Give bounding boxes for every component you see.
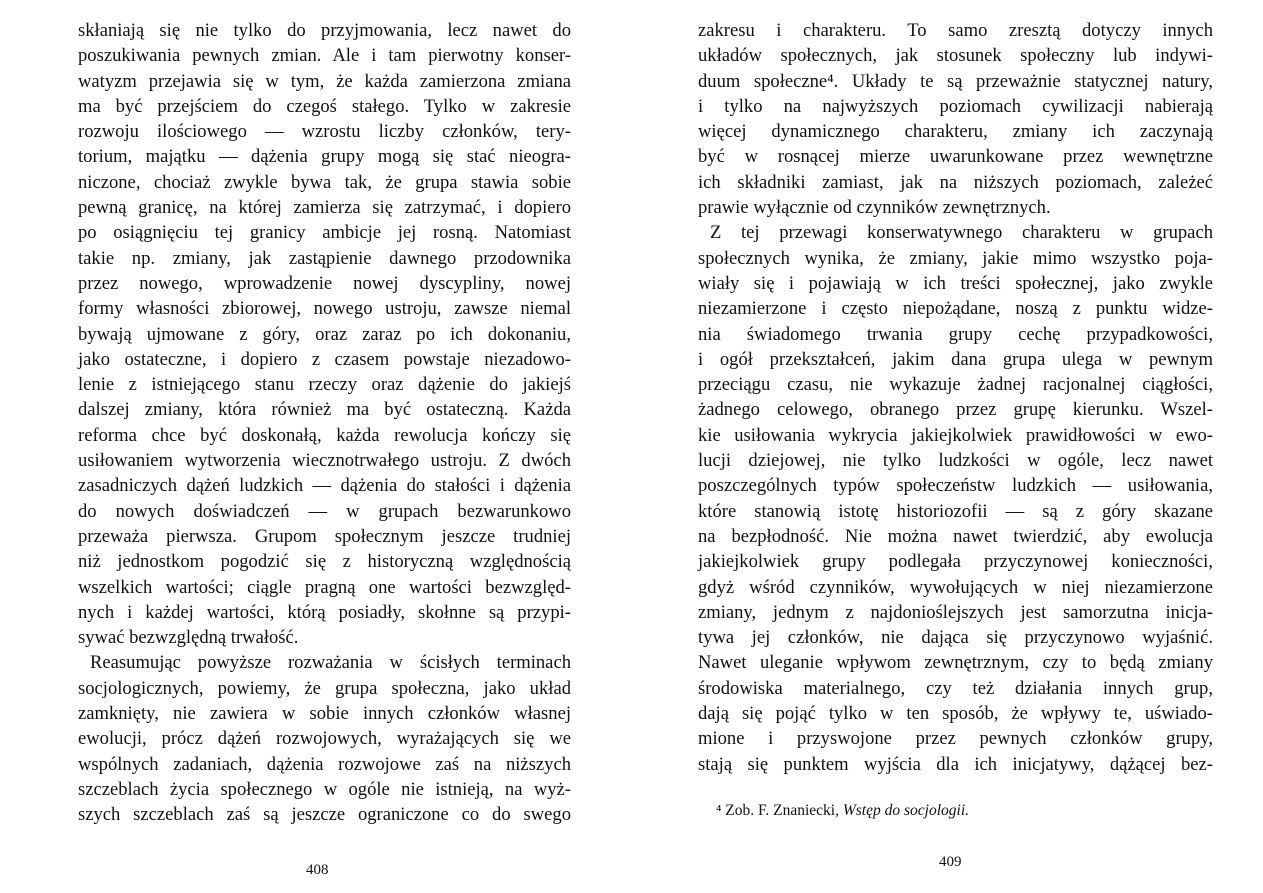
text-line: dalszej zmiany, która również ma być ostateczną. Każda xyxy=(78,399,571,421)
text-line: więcej dynamicznego charakteru, zmiany ich zaczynają xyxy=(698,121,1213,143)
text-line: poszukiwania pewnych zmian. Ale i tam pierwotny konser- xyxy=(78,45,571,67)
text-line: zamknięty, nie zawiera w sobie innych członków własnej xyxy=(78,703,571,725)
text-line: ma być przejściem do czegoś stałego. Tylko w zakresie xyxy=(78,95,571,117)
text-line: duum społeczne⁴. Układy te są przeważnie statycznej natury, xyxy=(698,70,1213,92)
text-line: szych szczeblach zaś są jeszcze ograniczone co do swego xyxy=(78,804,571,826)
text-line: i ogół przekształceń, jakim dana grupa ulega w pewnym xyxy=(698,348,1213,370)
text-line: usiłowaniem wytworzenia wiecznotrwałego ustroju. Z dwóch xyxy=(78,450,571,472)
text-line: wspólnych zadaniach, dążenia rozwojowe zaś na niższych xyxy=(78,753,571,775)
text-line: wiały się i pojawiają w ich treści społecznej, jako zwykle xyxy=(698,272,1213,294)
text-line: rozwoju ilościowego — wzrostu liczby członków, tery- xyxy=(78,121,571,143)
text-line: po osiągnięciu tej granicy ambicje jej rosną. Natomiast xyxy=(78,222,571,244)
text-line: szczeblach życia społecznego w ogóle nie istnieją, na wyż- xyxy=(78,778,571,800)
text-line: takie np. zmiany, jak zastąpienie dawnego przodownika xyxy=(78,247,571,269)
text-line: lucji dziejowej, nie tylko ludzkości w ogóle, lecz nawet xyxy=(698,450,1213,472)
text-line: wszelkich wartości; ciągle pragną one wartości bezwzględ- xyxy=(78,576,571,598)
text-line: układów społecznych, jak stosunek społeczny lub indywi- xyxy=(698,45,1213,67)
left-page-text xyxy=(78,18,571,828)
text-line: ich składniki zamiast, jak na niższych poziomach, zależeć xyxy=(698,171,1213,193)
text-line: zmiany, jednym z najdonioślejszych jest samorzutna inicja- xyxy=(698,601,1213,623)
text-line: torium, majątku — dążenia grupy mogą się stać nieogra- xyxy=(78,146,571,168)
text-line: lenie z istniejącego stanu rzeczy oraz dążenie do jakiejś xyxy=(78,374,571,396)
text-line: być w rosnącej mierze uwarunkowane przez wewnętrzne xyxy=(698,146,1213,168)
text-line: niezamierzone i często niepożądane, noszą z punktu widze- xyxy=(698,298,1213,320)
text-line: pewną granicę, na której zamierza się zatrzymać, i dopiero xyxy=(78,197,571,219)
text-line: zakresu i charakteru. To samo zresztą dotyczy innych xyxy=(698,20,1213,41)
footnote-book-title: Wstęp do socjologii. xyxy=(842,802,970,819)
text-line: Nawet uleganie wpływom zewnętrznym, czy to będą zmiany xyxy=(698,652,1213,674)
text-line: przeważa pierwsza. Grupom społecznym jeszcze trudniej xyxy=(78,525,571,547)
text-line: niż jednostkom pogodzić się z historyczną względnością xyxy=(78,551,571,573)
text-line: żadnego celowego, obranego przez grupę kierunku. Wszel- xyxy=(698,399,1213,421)
text-line: niczone, chociaż zwykle bywa tak, że grupa stawia sobie xyxy=(78,171,571,193)
text-line: ewolucji, prócz dążeń rozwojowych, wyrażających się we xyxy=(78,728,571,750)
page-number-right: 409 xyxy=(939,854,962,870)
text-line: zasadniczych dążeń ludzkich — dążenia do stałości i dążenia xyxy=(78,475,571,497)
text-line: prawie wyłącznie od czynników zewnętrznych. xyxy=(698,197,1051,219)
text-line: które stanowią istotę historiozofii — są z góry skazane xyxy=(698,500,1213,522)
text-line: nia świadomego trwania grupy cechę przypadkowości, xyxy=(698,323,1213,345)
text-line: poszczególnych typów społeczeństw ludzkich — usiłowania, xyxy=(698,475,1213,497)
footnote xyxy=(716,802,969,820)
text-line: gdyż wśród czynników, wywołujących w niej niezamierzone xyxy=(698,576,1213,598)
page-number-left: 408 xyxy=(306,862,329,878)
text-line: na bezpłodność. Nie można nawet twierdzić, aby ewolucja xyxy=(698,525,1213,547)
text-line: społecznych wynika, że zmiany, jakie mimo wszystko poja- xyxy=(698,247,1213,269)
text-line: dają się pojąć tylko w ten sposób, że wpływy te, uświado- xyxy=(698,703,1213,725)
text-line: skłaniają się nie tylko do przyjmowania, lecz nawet do xyxy=(78,20,571,41)
text-line: sywać bezwzględną trwałość. xyxy=(78,627,299,649)
text-line: przeciągu czasu, nie wykazuje żadnej racjonalnej ciągłości, xyxy=(698,374,1213,396)
text-line: przez nowego, wprowadzenie nowej dyscypliny, nowej xyxy=(78,272,571,294)
text-line: nych i każdej wartości, którą posiadły, skołnne są przypi- xyxy=(78,601,571,623)
text-line: kie usiłowania wykrycia jakiejkolwiek prawidłowości w ewo- xyxy=(698,424,1213,446)
text-line: mione i przyswojone przez pewnych członków grupy, xyxy=(698,728,1213,750)
text-line: socjologicznych, powiemy, że grupa społeczna, jako układ xyxy=(78,677,571,699)
text-line: formy własności zbiorowej, nowego ustroju, zawsze niemal xyxy=(78,298,571,320)
text-line: Z tej przewagi konserwatywnego charakteru w grupach xyxy=(710,222,1213,244)
text-line: do nowych doświadczeń — w grupach bezwarunkowo xyxy=(78,500,571,522)
text-line: bywają ujmowane z góry, oraz zaraz po ich dokonaniu, xyxy=(78,323,571,345)
right-page-text xyxy=(698,18,1213,777)
text-line: i tylko na najwyższych poziomach cywilizacji nabierają xyxy=(698,95,1213,117)
text-line: watyzm przejawia się w tym, że każda zamierzona zmiana xyxy=(78,70,571,92)
text-line: Reasumując powyższe rozważania w ścisłych terminach xyxy=(90,652,571,674)
text-line: jakiejkolwiek grupy podlegała przyczynowej konieczności, xyxy=(698,551,1213,573)
text-line: jako ostateczne, i dopiero z czasem powstaje niezadowo- xyxy=(78,348,571,370)
text-line: tywa jej członków, nie dająca się przyczynowo wyjaśnić. xyxy=(698,627,1213,649)
text-line: reforma chce być doskonałą, każda rewolucja kończy się xyxy=(78,424,571,446)
text-line: środowiska materialnego, czy też działania innych grup, xyxy=(698,677,1213,699)
footnote-reference: ⁴ Zob. F. Znaniecki, xyxy=(716,802,843,819)
text-line: stają się punktem wyjścia dla ich inicjatywy, dążącej bez- xyxy=(698,753,1213,775)
